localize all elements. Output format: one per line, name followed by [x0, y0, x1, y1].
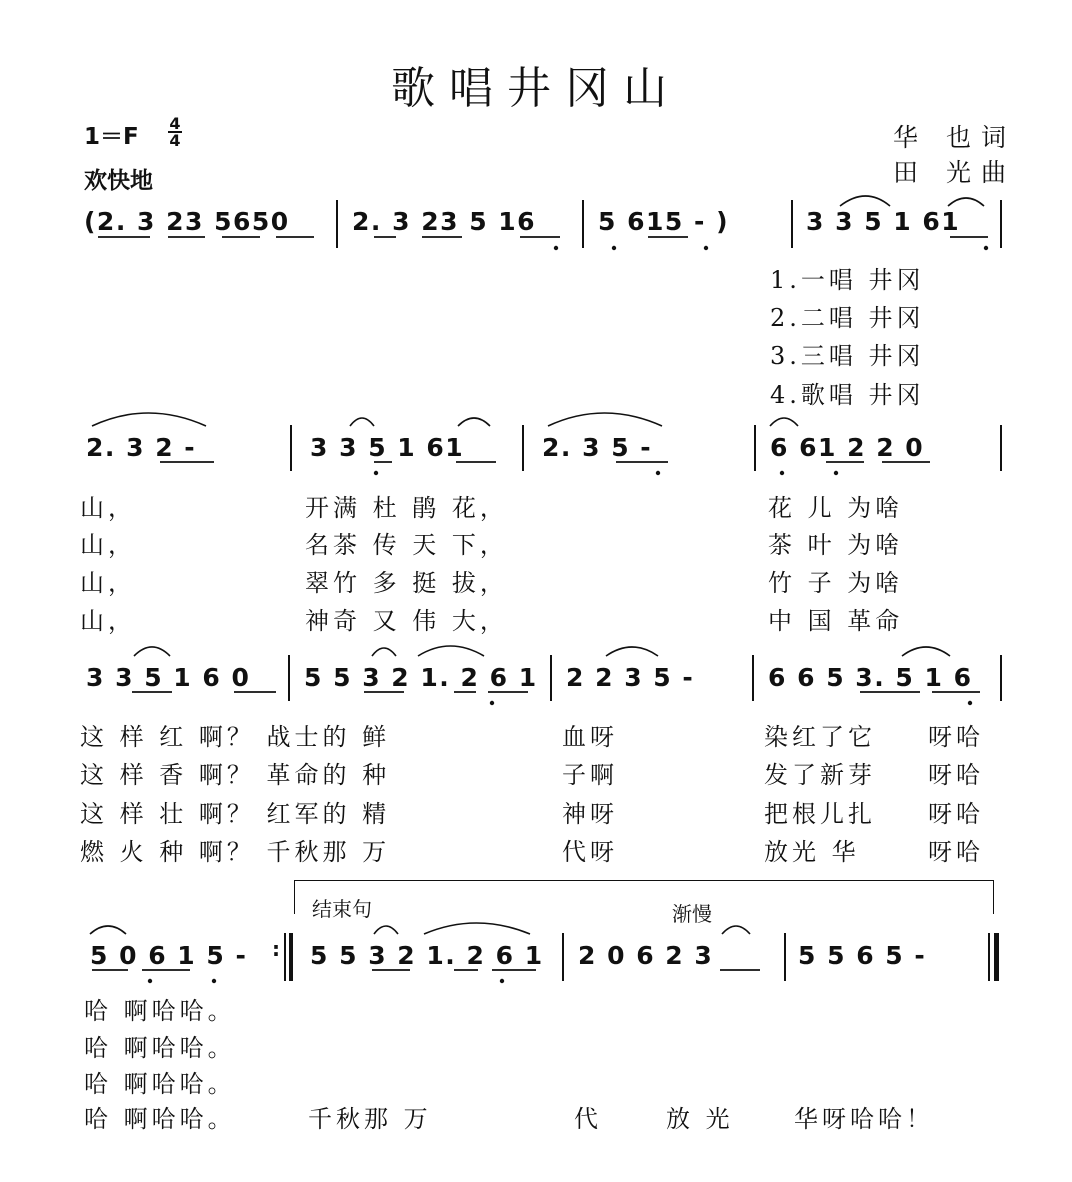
measure-1-3: 5 615 - ): [598, 207, 729, 236]
lyricist-credit: 华 也词: [893, 123, 1016, 152]
lyric-4-2: 哈 啊哈哈。: [84, 1034, 236, 1062]
measure-1-2: 2. 3 23 5 16: [352, 207, 537, 236]
measure-1-4: 3 3 5 1 61: [806, 207, 961, 236]
measure-3-3: 2 2 3 5 -: [566, 663, 695, 692]
lyric-4-1: 哈 啊哈哈。: [84, 997, 236, 1025]
ending-lyric-b: 代: [574, 1105, 602, 1133]
measure-4-3: 2 0 6 2 3: [578, 941, 714, 970]
lyric-2-2a: 山，: [80, 531, 136, 559]
slur: [770, 418, 798, 426]
page-title: 歌唱井冈山: [391, 63, 681, 114]
lower-octave-dot: [148, 979, 152, 983]
measure-3-1: 3 3 5 1 6 0: [86, 663, 251, 692]
ending-lyric-c: 放 光: [666, 1105, 734, 1133]
lyric-2-3b: 翠竹 多 挺 拔，: [305, 569, 508, 597]
lyric-2-1c: 花 儿 为啥: [768, 494, 904, 522]
lyric-3-1b: 血呀: [562, 723, 618, 751]
slur: [458, 418, 490, 426]
measure-3-4: 6 6 5 3. 5 1 6: [768, 663, 973, 692]
verse-intro-1: 1.一唱 井冈: [770, 266, 925, 294]
measure-2-2: 3 3 5 1 61: [310, 433, 465, 462]
lyric-3-2d: 呀哈: [928, 761, 984, 789]
octave-dots: [148, 246, 988, 983]
slur: [902, 647, 950, 656]
lower-octave-dot: [612, 246, 616, 250]
key-signature: 1＝F: [84, 124, 139, 150]
slur: [548, 413, 662, 426]
lower-octave-dot: [554, 246, 558, 250]
lyric-3-4c: 放光 华: [764, 838, 860, 866]
lyric-2-4b: 神奇 又 伟 大，: [305, 607, 508, 635]
time-signature-bottom: 4: [169, 131, 181, 150]
measure-4-2: 5 5 3 2 1. 2 6 1: [310, 941, 544, 970]
lyric-3-3c: 把根儿扎: [764, 800, 876, 828]
lyric-2-3a: 山，: [80, 569, 136, 597]
slur: [90, 926, 126, 934]
time-signature-top: 4: [169, 114, 181, 133]
composer-credit: 田 光曲: [893, 158, 1016, 187]
measure-4-1: 5 0 6 1 5 -: [90, 941, 248, 970]
slur: [840, 196, 890, 206]
slur: [372, 648, 396, 656]
lyric-3-3d: 呀哈: [928, 800, 984, 828]
slur: [606, 647, 658, 656]
lyric-3-3b: 神呀: [562, 800, 618, 828]
lyric-3-3a: 这 样 壮 啊？ 红军的 精: [80, 800, 391, 828]
measure-1-1: (2. 3 23 5650: [84, 207, 290, 236]
slur: [722, 926, 750, 934]
slur: [424, 923, 530, 934]
lyric-4-3: 哈 啊哈哈。: [84, 1070, 236, 1098]
lyric-2-4c: 中 国 革命: [768, 607, 904, 635]
measure-2-4: 6 61 2 2 0: [770, 433, 925, 462]
lyric-2-1b: 开满 杜 鹃 花，: [305, 494, 508, 522]
lyric-2-4a: 山，: [80, 607, 136, 635]
lyric-3-2b: 子啊: [562, 761, 618, 789]
lower-octave-dot: [834, 471, 838, 475]
lyric-4-4: 哈 啊哈哈。: [84, 1105, 236, 1133]
lyric-3-2a: 这 样 香 啊？ 革命的 种: [80, 761, 391, 789]
lyric-3-4d: 呀哈: [928, 838, 984, 866]
verse-intro-4: 4.歌唱 井冈: [770, 381, 925, 409]
slur: [418, 646, 484, 656]
verse-intro-2: 2.二唱 井冈: [770, 304, 925, 332]
lower-octave-dot: [490, 701, 494, 705]
lower-octave-dot: [968, 701, 972, 705]
ending-label: 结束句: [312, 897, 372, 921]
measure-4-4: 5 5 6 5 -: [798, 941, 927, 970]
lyric-2-3c: 竹 子 为啥: [768, 569, 904, 597]
lyric-2-2c: 茶 叶 为啥: [768, 531, 904, 559]
lyric-3-1c: 染红了它: [764, 723, 876, 751]
slur: [92, 413, 206, 426]
ritardando-label: 渐慢: [672, 902, 712, 926]
tempo-marking: 欢快地: [84, 168, 153, 194]
verse-intro-3: 3.三唱 井冈: [770, 342, 925, 370]
lower-octave-dot: [374, 471, 378, 475]
underlines: [92, 237, 988, 970]
ending-lyric-d: 华呀哈哈！: [794, 1105, 934, 1133]
lyric-3-1a: 这 样 红 啊？ 战士的 鲜: [80, 723, 391, 751]
lower-octave-dot: [704, 246, 708, 250]
lyric-3-4a: 燃 火 种 啊？ 千秋那 万: [80, 838, 391, 866]
slur: [948, 198, 984, 206]
slur: [134, 647, 170, 656]
lower-octave-dot: [780, 471, 784, 475]
lyric-2-1a: 山，: [80, 494, 136, 522]
lyric-3-1d: 呀哈: [928, 723, 984, 751]
lyric-3-4b: 代呀: [562, 838, 618, 866]
lower-octave-dot: [212, 979, 216, 983]
slur: [350, 418, 374, 426]
lyric-3-2c: 发了新芽: [764, 761, 876, 789]
slur: [374, 926, 398, 934]
lower-octave-dot: [500, 979, 504, 983]
lyric-2-2b: 名茶 传 天 下，: [305, 531, 508, 559]
ending-lyric-a: 千秋那 万: [308, 1105, 432, 1133]
measure-2-1: 2. 3 2 -: [86, 433, 197, 462]
lower-octave-dot: [984, 246, 988, 250]
measure-3-2: 5 5 3 2 1. 2 6 1: [304, 663, 538, 692]
repeat-dots: :: [272, 937, 280, 961]
measure-2-3: 2. 3 5 -: [542, 433, 653, 462]
lower-octave-dot: [656, 471, 660, 475]
